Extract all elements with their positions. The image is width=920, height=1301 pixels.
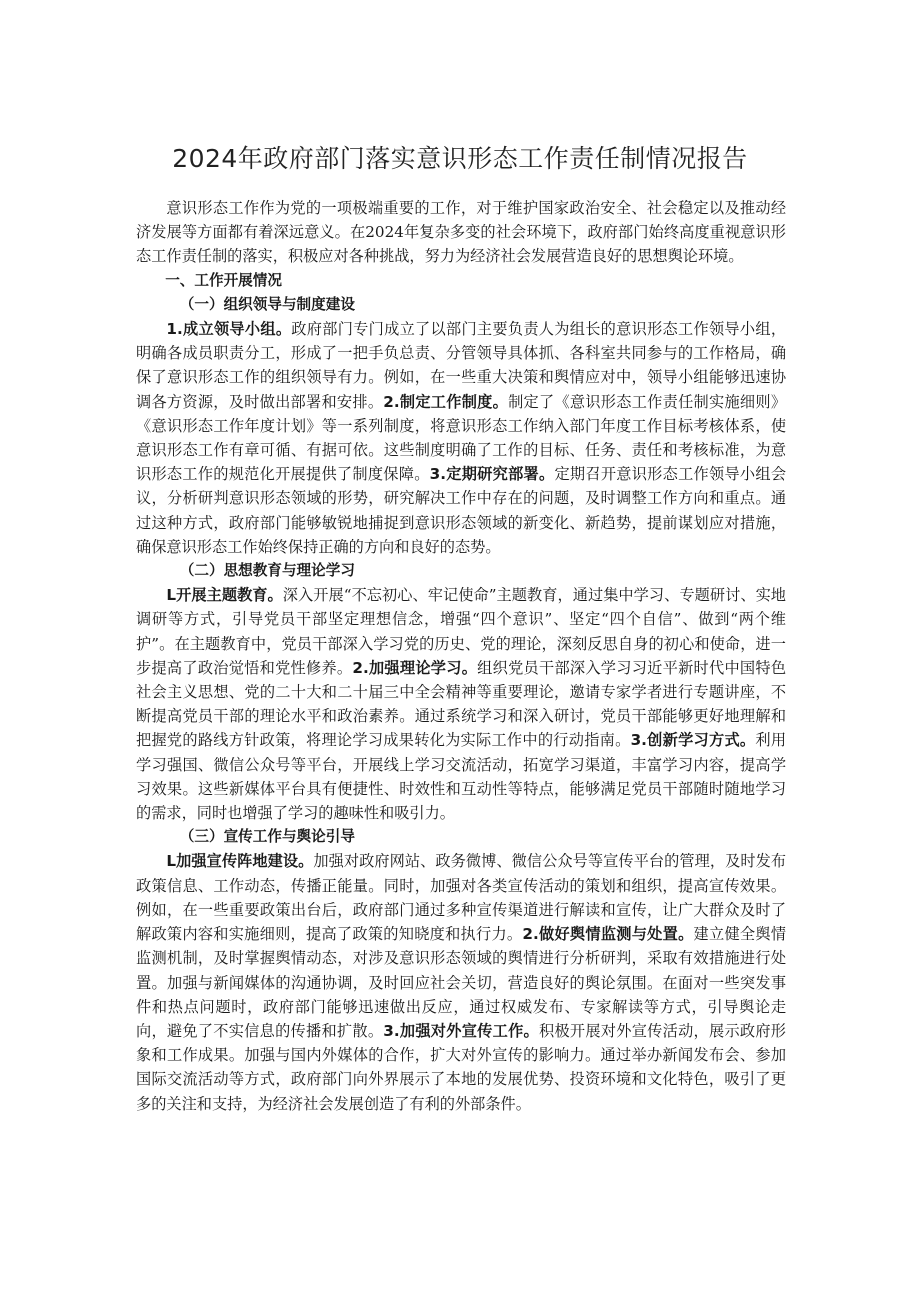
paragraph-publicity	[136, 849, 786, 1115]
item-text-publicity-platform: 加强对政府网站、政务微博、微信公众号等宣传平台的管理，及时发布政策信息、工作动态，传播正能量。同时，加强对各类宣传活动的策划和组织，提高宣传效果。例如，在一些重要政策出台后，政府部门通过多种宣传渠道进行解读和宣传，让广大群众及时了解政策内容和实施细则，提高了政策的知晓度和执行力。	[136, 852, 787, 944]
document-body	[136, 196, 786, 1116]
document-title: 2024年政府部门落实意识形态工作责任制情况报告	[172, 144, 748, 173]
item-lead-opinion-monitoring: 2.做好舆情监测与处置。	[522, 925, 694, 944]
item-lead-theory-study: 2.加强理论学习。	[352, 658, 478, 677]
paragraph-organization	[136, 317, 786, 559]
subsection-heading-publicity: （三）宣传工作与舆论引导	[179, 828, 355, 846]
subsection-heading-education: （二）思想教育与理论学习	[179, 562, 355, 580]
item-lead-study-methods: 3.创新学习方式。	[630, 731, 756, 750]
subsection-heading-organization: （一）组织领导与制度建设	[179, 295, 355, 313]
intro-paragraph: 意识形态工作作为党的一项极端重要的工作，对于维护国家政治安全、社会稳定以及推动经济发展等方面都有着深远意义。在2024年复杂多变的社会环境下，政府部门始终高度重视意识形态工作责任制的落实，积极应对各种挑战，努力为经济社会发展营造良好的思想舆论环境。	[136, 199, 786, 266]
paragraph-education	[136, 583, 786, 825]
item-text-study-methods: 利用学习强国、微信公众号等平台，开展线上学习交流活动，拓宽学习渠道，丰富学习内容，提高学习效果。这些新媒体平台具有便捷性、时效性和互动性等特点，能够满足党员干部随时随地学习的需求，同时也增强了学习的趣味性和吸引力。	[136, 731, 787, 823]
item-text-regular-study: 定期召开意识形态工作领导小组会议，分析研判意识形态领域的形势，研究解决工作中存在的问题，及时调整工作方向和重点。通过这种方式，政府部门能够敏锐地捕捉到意识形态领域的新变化、新趋势，提前谋划应对措施，确保意识形态工作始终保持正确的方向和良好的态势。	[136, 465, 787, 556]
item-text-leading-group: 政府部门专门成立了以部门主要负责人为组长的意识形态工作领导小组，明确各成员职责分工，形成了一把手负总责、分管领导具体抓、各科室共同参与的工作格局，确保了意识形态工作的组织领导有力。例如，在一些重大决策和舆情应对中，领导小组能够迅速协调各方资源，及时做出部署和安排。	[136, 320, 787, 411]
item-lead-regular-study: 3.定期研究部署。	[429, 465, 555, 484]
section-heading-work-progress: 一、工作开展情况	[165, 271, 282, 289]
item-lead-publicity-platform: L加强宣传阵地建设。	[166, 852, 314, 871]
item-text-work-system: 制定了《意识形态工作责任制实施细则》《意识形态工作年度计划》等一系列制度，将意识形态工作纳入部门年度工作目标考核体系，使意识形态工作有章可循、有据可依。这些制度明确了工作的目标、任务、责任和考核标准，为意识形态工作的规范化开展提供了制度保障。	[136, 392, 787, 484]
item-lead-theme-education: L开展主题教育。	[166, 586, 283, 605]
item-text-external-publicity: 积极开展对外宣传活动，展示政府形象和工作成果。加强与国内外媒体的合作，扩大对外宣传的影响力。通过举办新闻发布会、参加国际交流活动等方式，政府部门向外界展示了本地的发展优势、投资环境和文化特色，吸引了更多的关注和支持，为经济社会发展创造了有利的外部条件。	[136, 1021, 786, 1113]
item-text-opinion-monitoring: 建立健全舆情监测机制，及时掌握舆情动态，对涉及意识形态领域的舆情进行分析研判，采取有效措施进行处置。加强与新闻媒体的沟通协调，及时回应社会关切，营造良好的舆论氛围。在面对一些突发事件和热点问题时，政府部门能够迅速做出反应，通过权威发布、专家解读等方式，引导舆论走向，避免了不实信息的传播和扩散。	[136, 925, 787, 1040]
item-lead-external-publicity: 3.加强对外宣传工作。	[383, 1021, 539, 1040]
item-lead-leading-group: 1.成立领导小组。	[166, 320, 292, 339]
item-lead-work-system: 2.制定工作制度。	[383, 392, 509, 411]
item-text-theme-education: 深入开展“不忘初心、牢记使命”主题教育，通过集中学习、专题研讨、实地调研等方式，引导党员干部坚定理想信念，增强“四个意识”、坚定“四个自信”、做到“两个维护”。在主题教育中，党员干部深入学习党的历史、党的理论，深刻反思自身的初心和使命，进一步提高了政治觉悟和党性修养。	[136, 586, 786, 677]
item-text-theory-study: 组织党员干部深入学习习近平新时代中国特色社会主义思想、党的二十大和二十届三中全会精神等重要理论，邀请专家学者进行专题讲座，不断提高党员干部的理论水平和政治素养。通过系统学习和深入研讨，党员干部能够更好地理解和把握党的路线方针政策，将理论学习成果转化为实际工作中的行动指南。	[136, 658, 787, 750]
